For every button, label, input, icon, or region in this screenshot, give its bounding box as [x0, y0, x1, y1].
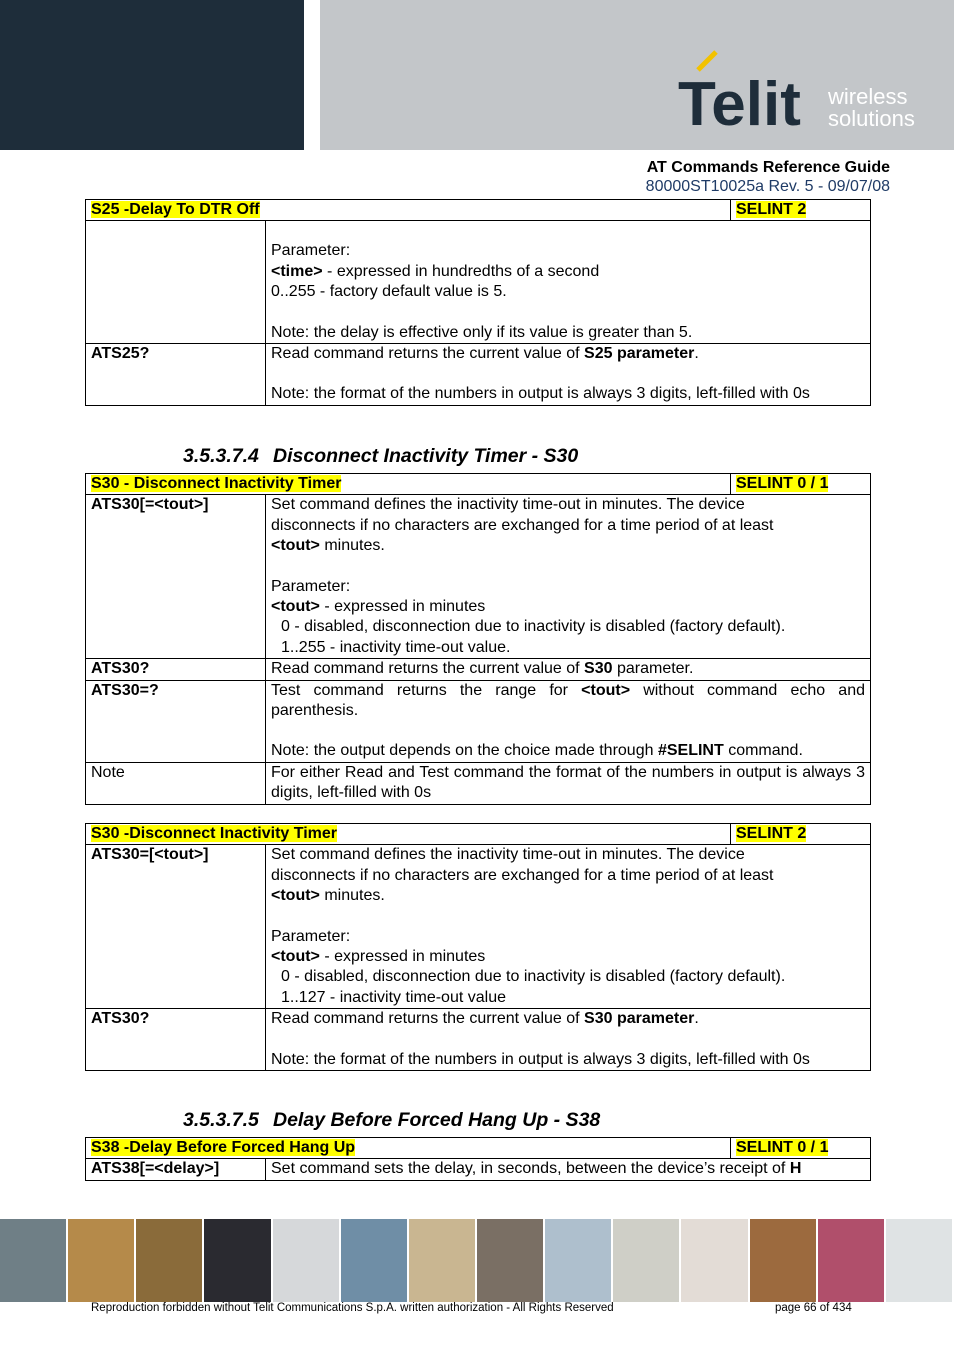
- photo-tile: [545, 1219, 613, 1302]
- photo-tile: [204, 1219, 272, 1302]
- s25-table: [85, 199, 871, 406]
- svg-text:Telit: Telit: [678, 70, 801, 135]
- photo-tile: [341, 1219, 409, 1302]
- command-cell: ATS30=[<tout>]: [86, 845, 266, 1009]
- footer-photo-strip: [0, 1219, 954, 1302]
- table-row: ATS30[=<tout>] Set command defines the inactivity time-out in minutes. The device disconnects if no characters are exchanged for a time period of at least <tout> minutes. Parameter: <tout> - expressed in minutes 0 - disabled, disconnection due to inactivity is disabled (factory default). 1..255 - inactivity time-out value.: [86, 495, 871, 659]
- command-cell: ATS30?: [86, 659, 266, 680]
- selint-badge: SELINT 0 / 1: [736, 1139, 829, 1156]
- table-header-row: [86, 824, 871, 845]
- telit-logo: [676, 50, 946, 135]
- command-cell: ATS25?: [86, 344, 266, 406]
- svg-text:solutions: solutions: [828, 106, 915, 131]
- table-header-row: [86, 474, 871, 495]
- section-heading: 3.5.3.7.5 Delay Before Forced Hang Up - S38: [183, 1109, 601, 1131]
- photo-tile: [681, 1219, 749, 1302]
- table-title: S30 - Disconnect Inactivity Timer: [91, 475, 342, 492]
- table-row: ATS30? Read command returns the current value of S30 parameter.: [86, 659, 871, 680]
- header-dark-band: [0, 0, 304, 150]
- photo-tile: [68, 1219, 136, 1302]
- photo-tile: [477, 1219, 545, 1302]
- doc-revision: 80000ST10025a Rev. 5 - 09/07/08: [645, 178, 890, 195]
- s30-table-selint01: [85, 473, 871, 805]
- table-title: S30 -Disconnect Inactivity Timer: [91, 825, 338, 842]
- table-row: ATS25? Read command returns the current value of S25 parameter. Note: the format of the numbers in output is always 3 digits, left-filled with 0s: [86, 344, 871, 406]
- table-row: ATS30=? Test command returns the range for <tout> without command echo and parenthesis. Note: the output depends on the choice made through #SELINT command.: [86, 680, 871, 762]
- photo-tile: [409, 1219, 477, 1302]
- command-cell: ATS30=?: [86, 680, 266, 762]
- command-cell: ATS30[=<tout>]: [86, 495, 266, 659]
- doc-title: AT Commands Reference Guide: [646, 159, 890, 176]
- photo-tile: [818, 1219, 886, 1302]
- svg-text:wireless: wireless: [828, 84, 908, 109]
- table-row: ATS30? Read command returns the current value of S30 parameter. Note: the format of the numbers in output is always 3 digits, left-filled with 0s: [86, 1009, 871, 1071]
- table-title: S38 -Delay Before Forced Hang Up: [91, 1139, 356, 1156]
- photo-tile: [273, 1219, 341, 1302]
- table-row: Note For either Read and Test command the format of the numbers in output is always 3 digits, left-filled with 0s: [86, 762, 871, 804]
- photo-tile: [136, 1219, 204, 1302]
- selint-badge: SELINT 2: [736, 201, 807, 218]
- section-heading: 3.5.3.7.4 Disconnect Inactivity Timer - S30: [183, 445, 579, 467]
- photo-tile: [750, 1219, 818, 1302]
- table-row: Parameter: <time> - expressed in hundredths of a second 0..255 - factory default value is 5. Note: the delay is effective only if its value is greater than 5.: [86, 221, 871, 344]
- photo-tile: [613, 1219, 681, 1302]
- selint-badge: SELINT 0 / 1: [736, 475, 829, 492]
- table-header-row: [86, 200, 871, 221]
- photo-tile: [886, 1219, 954, 1302]
- photo-tile: [0, 1219, 68, 1302]
- selint-badge: SELINT 2: [736, 825, 807, 842]
- footer-page-number: page 66 of 434: [775, 1302, 852, 1314]
- command-cell: Note: [86, 762, 266, 804]
- command-cell: ATS38[=<delay>]: [86, 1159, 266, 1180]
- table-header-row: [86, 1138, 871, 1159]
- command-cell: ATS30?: [86, 1009, 266, 1071]
- table-title: S25 -Delay To DTR Off: [91, 201, 260, 218]
- s30-table-selint2: [85, 823, 871, 1071]
- table-row: ATS38[=<delay>] Set command sets the delay, in seconds, between the device’s receipt of H: [86, 1159, 871, 1180]
- s38-table: [85, 1137, 871, 1181]
- footer-copyright: Reproduction forbidden without Telit Communications S.p.A. written authorization - All Rights Reserved: [91, 1302, 614, 1314]
- table-row: ATS30=[<tout>] Set command defines the inactivity time-out in minutes. The device disconnects if no characters are exchanged for a time period of at least <tout> minutes. Parameter: <tout> - expressed in minutes 0 - disabled, disconnection due to inactivity is disabled (factory default). 1..127 - inactivity time-out value: [86, 845, 871, 1009]
